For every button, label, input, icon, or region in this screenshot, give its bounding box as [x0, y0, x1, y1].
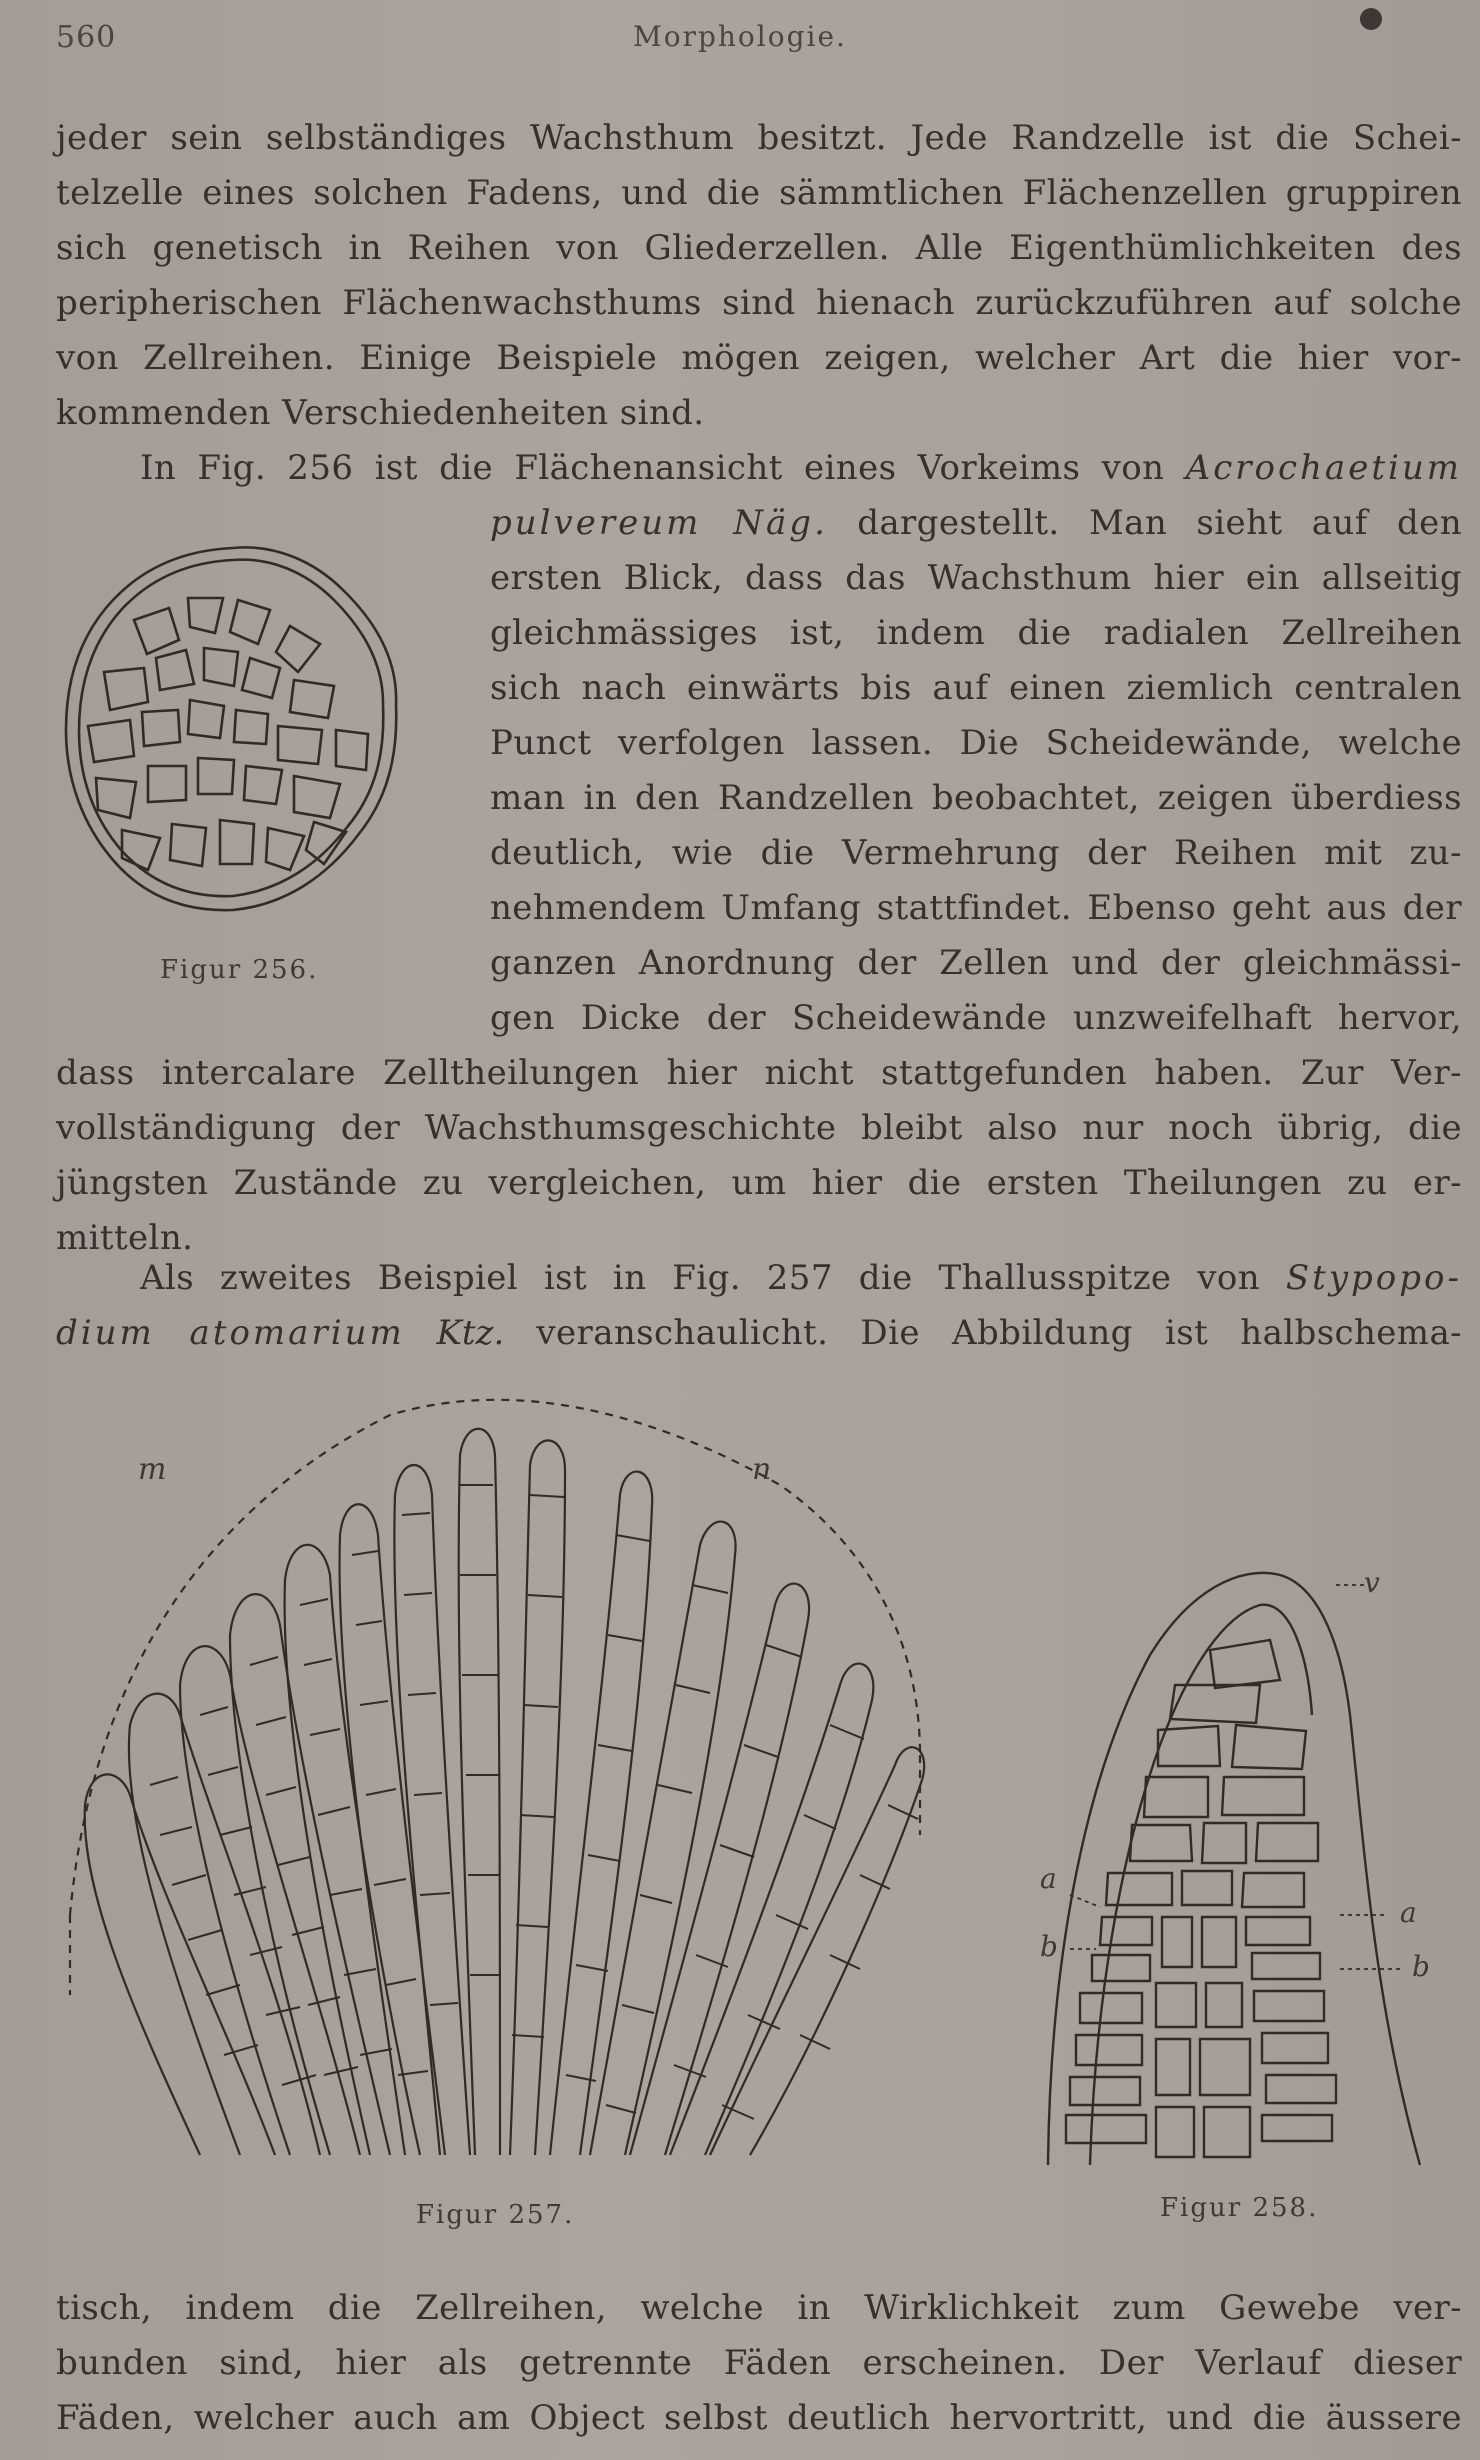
species-name: Stypopo-	[1285, 1258, 1462, 1298]
running-title: Morphologie.	[633, 20, 847, 53]
author-abbr: Ktz.	[404, 1313, 505, 1353]
text-span: veranschaulicht. Die Abbildung ist halbschema-	[504, 1313, 1463, 1353]
label-a-left: a	[1040, 1862, 1059, 1895]
figure-258-caption: Figur 258.	[1160, 2193, 1319, 2223]
text-line: gleichmässiges ist, indem die radialen Zellreihen	[490, 613, 1462, 653]
text-line	[490, 503, 1462, 543]
figure-258-drawing	[1040, 1555, 1440, 2175]
text-span: dargestellt. Man sieht auf den	[827, 503, 1462, 543]
text-line: telzelle eines solchen Fadens, und die sämmtlichen Flächenzellen gruppiren	[56, 173, 1462, 213]
text-line: jeder sein selbständiges Wachsthum besitzt. Jede Randzelle ist die Schei-	[56, 118, 1462, 158]
text-line: ganzen Anordnung der Zellen und der gleichmässi-	[490, 943, 1462, 983]
text-line	[140, 1258, 1462, 1298]
text-line: Fäden, welcher auch am Object selbst deutlich hervortritt, und die äussere	[56, 2398, 1462, 2438]
species-name: pulvereum Näg.	[490, 503, 828, 543]
text-line: ersten Blick, dass das Wachsthum hier ein allseitig	[490, 558, 1462, 598]
text-line: sich genetisch in Reihen von Gliederzellen. Alle Eigenthümlichkeiten des	[56, 228, 1462, 268]
figure-258	[1040, 1555, 1440, 2175]
label-b-right: b	[1412, 1950, 1432, 1983]
label-a-right: a	[1400, 1896, 1419, 1929]
text-line: man in den Randzellen beobachtet, zeigen überdiess	[490, 778, 1462, 818]
text-line: nehmendem Umfang stattfindet. Ebenso geht aus der	[490, 888, 1462, 928]
text-line: Punct verfolgen lassen. Die Scheidewände, welche	[490, 723, 1462, 763]
species-name: Acrochaetium	[1185, 448, 1462, 488]
figure-257	[60, 1395, 940, 2185]
text-line: kommenden Verschiedenheiten sind.	[56, 393, 705, 433]
figure-256	[58, 530, 408, 930]
page-number: 560	[56, 20, 117, 55]
figure-257-drawing	[60, 1395, 940, 2185]
text-line: peripherischen Flächenwachsthums sind hienach zurückzuführen auf solche	[56, 283, 1462, 323]
text-line: tisch, indem die Zellreihen, welche in Wirklichkeit zum Gewebe ver-	[56, 2288, 1462, 2328]
figure-257-caption: Figur 257.	[416, 2200, 575, 2230]
label-m: m	[138, 1452, 169, 1487]
label-n: n	[752, 1452, 774, 1487]
species-name: dium atomarium	[56, 1313, 405, 1353]
label-b-left: b	[1040, 1930, 1060, 1963]
text-line: sich nach einwärts bis auf einen ziemlich centralen	[490, 668, 1462, 708]
label-v: v	[1364, 1566, 1382, 1599]
figure-256-drawing	[58, 530, 408, 930]
figure-256-caption: Figur 256.	[160, 955, 319, 985]
text-line: mitteln.	[56, 1218, 194, 1258]
text-line: von Zellreihen. Einige Beispiele mögen zeigen, welcher Art die hier vor-	[56, 338, 1462, 378]
text-line: jüngsten Zustände zu vergleichen, um hier die ersten Theilungen zu er-	[56, 1163, 1462, 1203]
text-line	[56, 1313, 1462, 1353]
text-line: gen Dicke der Scheidewände unzweifelhaft hervor,	[490, 998, 1462, 1038]
text-span: Als zweites Beispiel ist in Fig. 257 die Thallusspitze von	[140, 1258, 1286, 1298]
text-span: In Fig. 256 ist die Flächenansicht eines Vorkeims von	[140, 448, 1186, 488]
text-line: bunden sind, hier als getrennte Fäden erscheinen. Der Verlauf dieser	[56, 2343, 1462, 2383]
text-line: vollständigung der Wachsthumsgeschichte bleibt also nur noch übrig, die	[56, 1108, 1462, 1148]
text-line: deutlich, wie die Vermehrung der Reihen mit zu-	[490, 833, 1462, 873]
text-line: dass intercalare Zelltheilungen hier nicht stattgefunden haben. Zur Ver-	[56, 1053, 1462, 1093]
text-line	[140, 448, 1462, 488]
